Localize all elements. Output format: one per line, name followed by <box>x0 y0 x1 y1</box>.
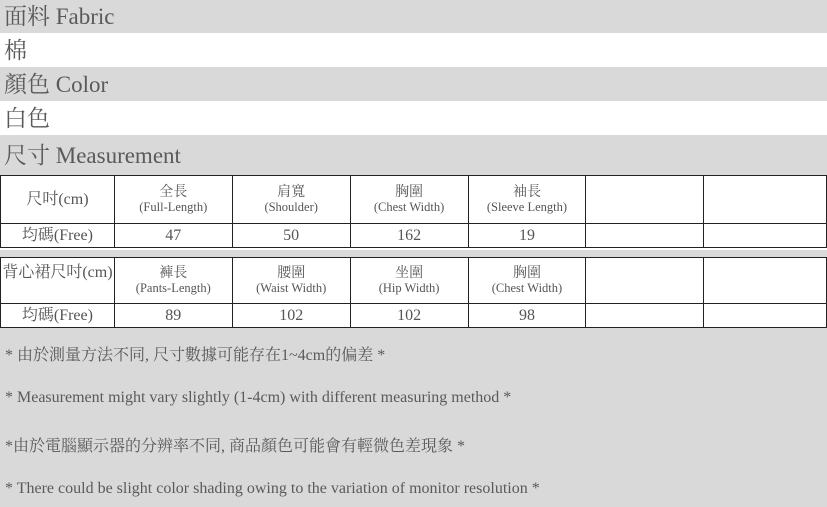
value-cell: 162 <box>350 224 468 248</box>
column-label-zh: 腰圍 <box>277 265 306 281</box>
column-label-en: (Chest Width) <box>373 199 445 214</box>
row-header-cell: 尺吋(cm) <box>1 176 115 224</box>
column-label-en: (Waist Width) <box>256 280 327 295</box>
empty-cell <box>586 304 704 328</box>
color-heading: 顏色 Color <box>0 67 827 101</box>
value-cell: 19 <box>468 224 586 248</box>
table-row-header <box>1 258 827 304</box>
column-label-zh: 袖長 <box>512 184 541 200</box>
value-cell: 102 <box>350 304 468 328</box>
measurement-heading: 尺寸 Measurement <box>0 135 827 175</box>
column-label-zh: 胸圍 <box>395 184 424 200</box>
row-header-cell <box>1 258 115 304</box>
column-label-en: (Chest Width) <box>491 280 563 295</box>
fabric-heading: 面料 Fabric <box>0 0 827 33</box>
column-header-shoulder <box>232 176 350 224</box>
column-header-waist-width <box>232 258 350 304</box>
color-value: 白色 <box>0 101 827 135</box>
column-label-zh: 胸圍 <box>512 265 541 281</box>
empty-cell <box>704 176 827 224</box>
column-header-chest-width <box>468 258 586 304</box>
note-color-zh: *由於電腦顯示器的分辨率不同, 商品顏色可能會有輕微色差現象 * <box>0 418 827 470</box>
column-label-en: (Shoulder) <box>264 199 318 214</box>
value-cell: 89 <box>114 304 232 328</box>
empty-cell <box>586 224 704 248</box>
column-label-zh: 坐圍 <box>395 265 424 281</box>
fabric-value: 棉 <box>0 33 827 67</box>
table-row-header <box>1 176 827 224</box>
column-label-zh: 全長 <box>159 184 188 200</box>
measurement-table-top <box>0 175 827 248</box>
note-measurement-zh: * 由於測量方法不同, 尺寸數據可能存在1~4cm的偏差 * <box>0 328 827 378</box>
value-cell: 102 <box>232 304 350 328</box>
empty-cell <box>704 224 827 248</box>
table-row <box>1 304 827 328</box>
column-header-full-length <box>114 176 232 224</box>
column-label-zh: 肩寬 <box>277 184 306 200</box>
column-label-en: (Hip Width) <box>378 280 440 295</box>
size-label-cell: 均碼(Free) <box>1 304 115 328</box>
column-label-en: (Full-Length) <box>139 199 208 214</box>
value-cell: 47 <box>114 224 232 248</box>
note-color-en: * There could be slight color shading owing to the variation of monitor resolution * <box>0 470 827 507</box>
column-header-hip-width <box>350 258 468 304</box>
column-label-zh: 褲長 <box>159 265 188 281</box>
empty-cell <box>586 176 704 224</box>
measurement-table-bottom <box>0 257 827 328</box>
empty-cell <box>704 304 827 328</box>
column-label-en: (Sleeve Length) <box>486 199 568 214</box>
size-label-cell: 均碼(Free) <box>1 224 115 248</box>
value-cell: 98 <box>468 304 586 328</box>
row-header-text: 背心裙尺吋(cm) <box>2 263 113 281</box>
empty-cell <box>704 258 827 304</box>
column-header-sleeve-length <box>468 176 586 224</box>
note-measurement-en: * Measurement might vary slightly (1-4cm) with different measuring method * <box>0 378 827 418</box>
empty-cell <box>586 258 704 304</box>
value-cell: 50 <box>232 224 350 248</box>
table-gap <box>0 250 827 257</box>
column-header-chest-width <box>350 176 468 224</box>
column-label-en: (Pants-Length) <box>135 280 211 295</box>
column-header-pants-length <box>114 258 232 304</box>
table-row <box>1 224 827 248</box>
